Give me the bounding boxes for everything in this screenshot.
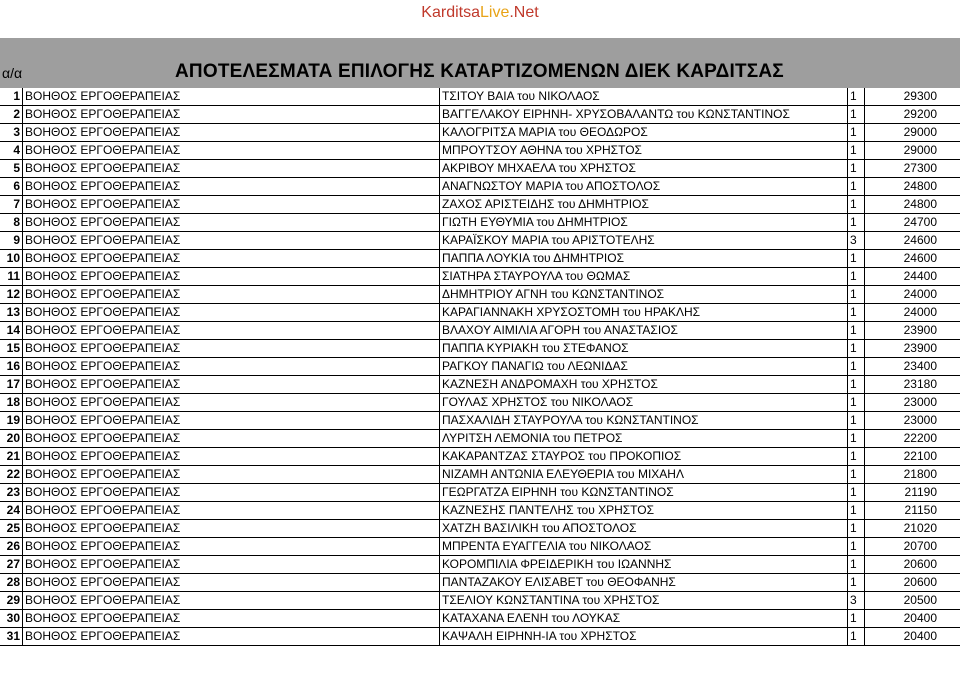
candidate-name-cell: ΒΑΓΓΕΛΑΚΟΥ ΕΙΡΗΝΗ- ΧΡΥΣΟΒΑΛΑΝΤΩ του ΚΩΝΣΤΑΝΤΙΝΟΣ: [440, 106, 848, 124]
category-cell: 1: [848, 88, 865, 106]
specialty-cell: ΒΟΗΘΟΣ ΕΡΓΟΘΕΡΑΠΕΙΑΣ: [23, 124, 440, 142]
score-cell: 23000: [865, 412, 960, 430]
category-cell: 1: [848, 160, 865, 178]
category-cell: 1: [848, 394, 865, 412]
table-row: [0, 412, 960, 430]
table-row: [0, 466, 960, 484]
row-number: 18: [0, 394, 23, 412]
table-row: [0, 178, 960, 196]
score-cell: 20400: [865, 610, 960, 628]
candidate-name-cell: ΜΠΡΕΝΤΑ ΕΥΑΓΓΕΛΙΑ του ΝΙΚΟΛΑΟΣ: [440, 538, 848, 556]
row-number: 29: [0, 592, 23, 610]
candidate-name-cell: ΠΑΠΠΑ ΛΟΥΚΙΑ του ΔΗΜΗΤΡΙΟΣ: [440, 250, 848, 268]
category-cell: 1: [848, 358, 865, 376]
table-row: [0, 628, 960, 646]
category-cell: 3: [848, 592, 865, 610]
row-number: 9: [0, 232, 23, 250]
score-cell: 24700: [865, 214, 960, 232]
table-row: [0, 232, 960, 250]
site-logo: [0, 2, 960, 24]
candidate-name-cell: ΜΠΡΟΥΤΣΟΥ ΑΘΗΝΑ του ΧΡΗΣΤΟΣ: [440, 142, 848, 160]
table-row: [0, 556, 960, 574]
candidate-name-cell: ΚΑΡΑΓΙΑΝΝΑΚΗ ΧΡΥΣΟΣΤΟΜΗ του ΗΡΑΚΛΗΣ: [440, 304, 848, 322]
candidate-name-cell: ΚΑΖΝΕΣΗΣ ΠΑΝΤΕΛΗΣ του ΧΡΗΣΤΟΣ: [440, 502, 848, 520]
category-cell: 1: [848, 574, 865, 592]
candidate-name-cell: ΔΗΜΗΤΡΙΟΥ ΑΓΝΗ του ΚΩΝΣΤΑΝΤΙΝΟΣ: [440, 286, 848, 304]
row-number: 30: [0, 610, 23, 628]
row-number: 10: [0, 250, 23, 268]
category-cell: 1: [848, 142, 865, 160]
score-cell: 21190: [865, 484, 960, 502]
specialty-cell: ΒΟΗΘΟΣ ΕΡΓΟΘΕΡΑΠΕΙΑΣ: [23, 484, 440, 502]
specialty-cell: ΒΟΗΘΟΣ ΕΡΓΟΘΕΡΑΠΕΙΑΣ: [23, 250, 440, 268]
row-number: 22: [0, 466, 23, 484]
candidate-name-cell: ΚΑΤΑΧΑΝΑ ΕΛΕΝΗ του ΛΟΥΚΑΣ: [440, 610, 848, 628]
table-row: [0, 376, 960, 394]
table-row: [0, 430, 960, 448]
row-number: 8: [0, 214, 23, 232]
score-cell: 29000: [865, 124, 960, 142]
specialty-cell: ΒΟΗΘΟΣ ΕΡΓΟΘΕΡΑΠΕΙΑΣ: [23, 358, 440, 376]
table-row: [0, 538, 960, 556]
specialty-cell: ΒΟΗΘΟΣ ΕΡΓΟΘΕΡΑΠΕΙΑΣ: [23, 502, 440, 520]
row-number: 17: [0, 376, 23, 394]
score-cell: 24600: [865, 232, 960, 250]
table-row: [0, 484, 960, 502]
row-number: 2: [0, 106, 23, 124]
category-cell: 1: [848, 628, 865, 646]
category-cell: 1: [848, 520, 865, 538]
score-cell: 24800: [865, 178, 960, 196]
category-cell: 1: [848, 376, 865, 394]
score-cell: 20400: [865, 628, 960, 646]
candidate-name-cell: ΣΙΑΤΗΡΑ ΣΤΑΥΡΟΥΛΑ του ΘΩΜΑΣ: [440, 268, 848, 286]
row-number: 11: [0, 268, 23, 286]
score-cell: 29300: [865, 88, 960, 106]
candidate-name-cell: ΓΙΩΤΗ ΕΥΘΥΜΙΑ του ΔΗΜΗΤΡΙΟΣ: [440, 214, 848, 232]
score-cell: 24800: [865, 196, 960, 214]
category-cell: 1: [848, 124, 865, 142]
specialty-cell: ΒΟΗΘΟΣ ΕΡΓΟΘΕΡΑΠΕΙΑΣ: [23, 628, 440, 646]
score-cell: 27300: [865, 160, 960, 178]
table-header-band: [0, 38, 960, 88]
score-cell: 23180: [865, 376, 960, 394]
table-row: [0, 160, 960, 178]
candidate-name-cell: ΤΣΙΤΟΥ ΒΑΙΑ του ΝΙΚΟΛΑΟΣ: [440, 88, 848, 106]
specialty-cell: ΒΟΗΘΟΣ ΕΡΓΟΘΕΡΑΠΕΙΑΣ: [23, 196, 440, 214]
table-row: [0, 286, 960, 304]
category-cell: 1: [848, 340, 865, 358]
specialty-cell: ΒΟΗΘΟΣ ΕΡΓΟΘΕΡΑΠΕΙΑΣ: [23, 520, 440, 538]
specialty-cell: ΒΟΗΘΟΣ ΕΡΓΟΘΕΡΑΠΕΙΑΣ: [23, 160, 440, 178]
category-cell: 1: [848, 538, 865, 556]
table-row: [0, 88, 960, 106]
score-cell: 20600: [865, 556, 960, 574]
table-row: [0, 268, 960, 286]
row-number: 21: [0, 448, 23, 466]
category-cell: 3: [848, 232, 865, 250]
row-number: 1: [0, 88, 23, 106]
specialty-cell: ΒΟΗΘΟΣ ΕΡΓΟΘΕΡΑΠΕΙΑΣ: [23, 466, 440, 484]
row-number: 14: [0, 322, 23, 340]
results-table: [0, 88, 960, 646]
candidate-name-cell: ΠΑΣΧΑΛΙΔΗ ΣΤΑΥΡΟΥΛΑ του ΚΩΝΣΤΑΝΤΙΝΟΣ: [440, 412, 848, 430]
score-cell: 21800: [865, 466, 960, 484]
table-row: [0, 106, 960, 124]
candidate-name-cell: ΒΛΑΧΟΥ ΑΙΜΙΛΙΑ ΑΓΟΡΗ του ΑΝΑΣΤΑΣΙΟΣ: [440, 322, 848, 340]
table-row: [0, 592, 960, 610]
row-number: 19: [0, 412, 23, 430]
table-row: [0, 448, 960, 466]
specialty-cell: ΒΟΗΘΟΣ ΕΡΓΟΘΕΡΑΠΕΙΑΣ: [23, 556, 440, 574]
candidate-name-cell: ΚΑΖΝΕΣΗ ΑΝΔΡΟΜΑΧΗ του ΧΡΗΣΤΟΣ: [440, 376, 848, 394]
specialty-cell: ΒΟΗΘΟΣ ΕΡΓΟΘΕΡΑΠΕΙΑΣ: [23, 322, 440, 340]
category-cell: 1: [848, 178, 865, 196]
category-cell: 1: [848, 322, 865, 340]
score-cell: 24400: [865, 268, 960, 286]
score-cell: 24000: [865, 286, 960, 304]
category-cell: 1: [848, 286, 865, 304]
row-number: 4: [0, 142, 23, 160]
category-cell: 1: [848, 466, 865, 484]
row-number: 25: [0, 520, 23, 538]
row-number: 28: [0, 574, 23, 592]
row-number: 3: [0, 124, 23, 142]
table-row: [0, 196, 960, 214]
candidate-name-cell: ΠΑΝΤΑΖΑΚΟΥ ΕΛΙΣΑΒΕΤ του ΘΕΟΦΑΝΗΣ: [440, 574, 848, 592]
specialty-cell: ΒΟΗΘΟΣ ΕΡΓΟΘΕΡΑΠΕΙΑΣ: [23, 304, 440, 322]
candidate-name-cell: ΚΟΡΟΜΠΙΛΙΑ ΦΡΕΙΔΕΡΙΚΗ του ΙΩΑΝΝΗΣ: [440, 556, 848, 574]
specialty-cell: ΒΟΗΘΟΣ ΕΡΓΟΘΕΡΑΠΕΙΑΣ: [23, 448, 440, 466]
category-cell: 1: [848, 250, 865, 268]
row-number: 23: [0, 484, 23, 502]
row-number: 20: [0, 430, 23, 448]
site-logo-part3: .Net: [509, 4, 539, 21]
specialty-cell: ΒΟΗΘΟΣ ΕΡΓΟΘΕΡΑΠΕΙΑΣ: [23, 214, 440, 232]
row-number: 24: [0, 502, 23, 520]
candidate-name-cell: ΧΑΤΖΗ ΒΑΣΙΛΙΚΗ του ΑΠΟΣΤΟΛΟΣ: [440, 520, 848, 538]
site-logo-part2: Live: [480, 4, 510, 21]
category-cell: 1: [848, 412, 865, 430]
candidate-name-cell: ΝΙΖΑΜΗ ΑΝΤΩΝΙΑ ΕΛΕΥΘΕΡΙΑ του ΜΙΧΑΗΛ: [440, 466, 848, 484]
score-cell: 21150: [865, 502, 960, 520]
row-number: 7: [0, 196, 23, 214]
specialty-cell: ΒΟΗΘΟΣ ΕΡΓΟΘΕΡΑΠΕΙΑΣ: [23, 376, 440, 394]
score-cell: 21020: [865, 520, 960, 538]
specialty-cell: ΒΟΗΘΟΣ ΕΡΓΟΘΕΡΑΠΕΙΑΣ: [23, 142, 440, 160]
specialty-cell: ΒΟΗΘΟΣ ΕΡΓΟΘΕΡΑΠΕΙΑΣ: [23, 88, 440, 106]
candidate-name-cell: ΡΑΓΚΟΥ ΠΑΝΑΓΙΩ του ΛΕΩΝΙΔΑΣ: [440, 358, 848, 376]
category-cell: 1: [848, 106, 865, 124]
table-row: [0, 214, 960, 232]
candidate-name-cell: ΚΑΡΑΪΣΚΟΥ ΜΑΡΙΑ του ΑΡΙΣΤΟΤΕΛΗΣ: [440, 232, 848, 250]
specialty-cell: ΒΟΗΘΟΣ ΕΡΓΟΘΕΡΑΠΕΙΑΣ: [23, 574, 440, 592]
candidate-name-cell: ΓΕΩΡΓΑΤΖΑ ΕΙΡΗΝΗ του ΚΩΝΣΤΑΝΤΙΝΟΣ: [440, 484, 848, 502]
row-number: 16: [0, 358, 23, 376]
category-cell: 1: [848, 214, 865, 232]
category-cell: 1: [848, 610, 865, 628]
specialty-cell: ΒΟΗΘΟΣ ΕΡΓΟΘΕΡΑΠΕΙΑΣ: [23, 178, 440, 196]
row-number: 6: [0, 178, 23, 196]
table-row: [0, 520, 960, 538]
score-cell: 24600: [865, 250, 960, 268]
specialty-cell: ΒΟΗΘΟΣ ΕΡΓΟΘΕΡΑΠΕΙΑΣ: [23, 232, 440, 250]
table-row: [0, 322, 960, 340]
score-cell: 29000: [865, 142, 960, 160]
specialty-cell: ΒΟΗΘΟΣ ΕΡΓΟΘΕΡΑΠΕΙΑΣ: [23, 340, 440, 358]
specialty-cell: ΒΟΗΘΟΣ ΕΡΓΟΘΕΡΑΠΕΙΑΣ: [23, 412, 440, 430]
specialty-cell: ΒΟΗΘΟΣ ΕΡΓΟΘΕΡΑΠΕΙΑΣ: [23, 610, 440, 628]
row-number: 13: [0, 304, 23, 322]
candidate-name-cell: ΛΥΡΙΤΣΗ ΛΕΜΟΝΙΑ του ΠΕΤΡΟΣ: [440, 430, 848, 448]
specialty-cell: ΒΟΗΘΟΣ ΕΡΓΟΘΕΡΑΠΕΙΑΣ: [23, 268, 440, 286]
category-cell: 1: [848, 304, 865, 322]
site-logo-part1: Karditsa: [421, 4, 480, 21]
score-cell: 23400: [865, 358, 960, 376]
category-cell: 1: [848, 430, 865, 448]
table-row: [0, 574, 960, 592]
table-row: [0, 304, 960, 322]
specialty-cell: ΒΟΗΘΟΣ ΕΡΓΟΘΕΡΑΠΕΙΑΣ: [23, 106, 440, 124]
score-cell: 22200: [865, 430, 960, 448]
specialty-cell: ΒΟΗΘΟΣ ΕΡΓΟΘΕΡΑΠΕΙΑΣ: [23, 394, 440, 412]
candidate-name-cell: ΖΑΧΟΣ ΑΡΙΣΤΕΙΔΗΣ του ΔΗΜΗΤΡΙΟΣ: [440, 196, 848, 214]
table-row: [0, 610, 960, 628]
candidate-name-cell: ΚΑΛΟΓΡΙΤΣΑ ΜΑΡΙΑ του ΘΕΟΔΩΡΟΣ: [440, 124, 848, 142]
candidate-name-cell: ΚΑΨΑΛΗ ΕΙΡΗΝΗ-ΙΑ του ΧΡΗΣΤΟΣ: [440, 628, 848, 646]
category-cell: 1: [848, 556, 865, 574]
row-number: 26: [0, 538, 23, 556]
category-cell: 1: [848, 268, 865, 286]
category-cell: 1: [848, 448, 865, 466]
score-cell: 20500: [865, 592, 960, 610]
row-number: 12: [0, 286, 23, 304]
score-cell: 29200: [865, 106, 960, 124]
candidate-name-cell: ΚΑΚΑΡΑΝΤΖΑΣ ΣΤΑΥΡΟΣ του ΠΡΟΚΟΠΙΟΣ: [440, 448, 848, 466]
row-number: 31: [0, 628, 23, 646]
page-title: ΑΠΟΤΕΛΕΣΜΑΤΑ ΕΠΙΛΟΓΗΣ ΚΑΤΑΡΤΙΖΟΜΕΝΩΝ ΔΙΕΚ ΚΑΡΔΙΤΣΑΣ: [175, 61, 784, 82]
table-row: [0, 340, 960, 358]
specialty-cell: ΒΟΗΘΟΣ ΕΡΓΟΘΕΡΑΠΕΙΑΣ: [23, 538, 440, 556]
table-row: [0, 394, 960, 412]
score-cell: 23900: [865, 340, 960, 358]
row-number: 15: [0, 340, 23, 358]
specialty-cell: ΒΟΗΘΟΣ ΕΡΓΟΘΕΡΑΠΕΙΑΣ: [23, 430, 440, 448]
score-cell: 20600: [865, 574, 960, 592]
row-number: 5: [0, 160, 23, 178]
table-row: [0, 358, 960, 376]
score-cell: 20700: [865, 538, 960, 556]
candidate-name-cell: ΠΑΠΠΑ ΚΥΡΙΑΚΗ του ΣΤΕΦΑΝΟΣ: [440, 340, 848, 358]
candidate-name-cell: ΑΚΡΙΒΟΥ ΜΗΧΑΕΛΑ του ΧΡΗΣΤΟΣ: [440, 160, 848, 178]
category-cell: 1: [848, 484, 865, 502]
score-cell: 24000: [865, 304, 960, 322]
specialty-cell: ΒΟΗΘΟΣ ΕΡΓΟΘΕΡΑΠΕΙΑΣ: [23, 592, 440, 610]
category-cell: 1: [848, 502, 865, 520]
table-row: [0, 124, 960, 142]
score-cell: 22100: [865, 448, 960, 466]
score-cell: 23900: [865, 322, 960, 340]
category-cell: 1: [848, 196, 865, 214]
candidate-name-cell: ΑΝΑΓΝΩΣΤΟΥ ΜΑΡΙΑ του ΑΠΟΣΤΟΛΟΣ: [440, 178, 848, 196]
table-row: [0, 142, 960, 160]
candidate-name-cell: ΓΟΥΛΑΣ ΧΡΗΣΤΟΣ του ΝΙΚΟΛΑΟΣ: [440, 394, 848, 412]
score-cell: 23000: [865, 394, 960, 412]
index-column-label: α/α: [2, 65, 23, 81]
specialty-cell: ΒΟΗΘΟΣ ΕΡΓΟΘΕΡΑΠΕΙΑΣ: [23, 286, 440, 304]
candidate-name-cell: ΤΣΕΛΙΟΥ ΚΩΝΣΤΑΝΤΙΝΑ του ΧΡΗΣΤΟΣ: [440, 592, 848, 610]
row-number: 27: [0, 556, 23, 574]
table-row: [0, 502, 960, 520]
table-row: [0, 250, 960, 268]
